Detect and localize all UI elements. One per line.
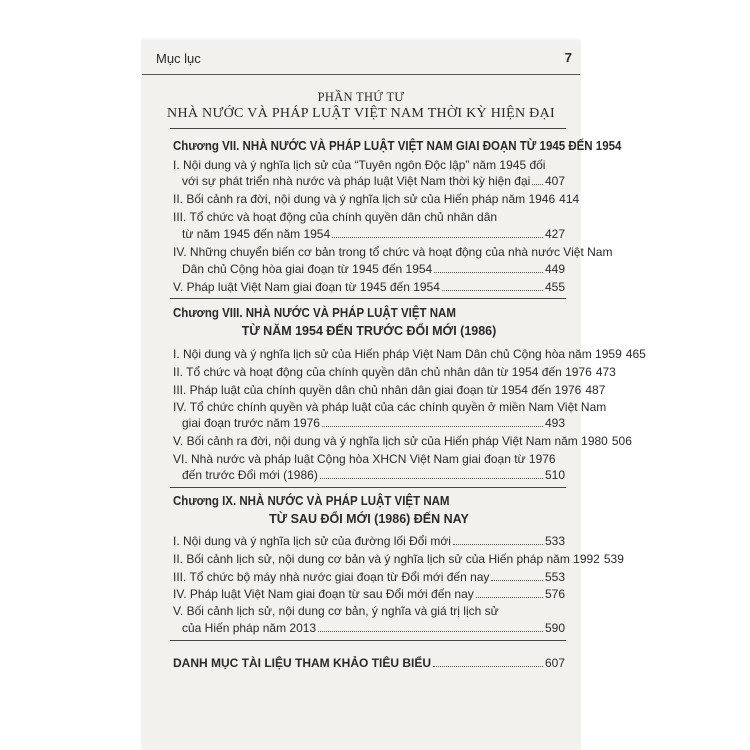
toc-page-number: 449: [544, 262, 565, 276]
leader-dots: [442, 289, 543, 291]
part-subtitle: NHÀ NƯỚC VÀ PHÁP LUẬT VIỆT NAM THỜI KỲ HIỆN ĐẠI: [167, 106, 555, 121]
toc-page-number: 553: [544, 570, 565, 584]
chapter-heading: Chương VIII. NHÀ NƯỚC VÀ PHÁP LUẬT VIỆT NAM: [173, 306, 456, 320]
chapter-heading-line2: TỪ NĂM 1954 ĐẾN TRƯỚC ĐỔI MỚI (1986): [241, 324, 497, 338]
toc-entry[interactable]: với sự phát triển nhà nước và pháp luật Việt Nam thời kỳ hiện đại 407: [182, 174, 565, 188]
toc-entry[interactable]: V. Pháp luật Việt Nam giai đoạn từ 1945 đến 1954 455: [173, 280, 565, 294]
toc-entry-line: IV. Những chuyển biến cơ bản trong tổ chức và hoạt động của nhà nước Việt Nam: [173, 245, 613, 259]
toc-entry[interactable]: của Hiến pháp năm 2013 590: [182, 621, 565, 635]
toc-page-number: 487: [585, 383, 606, 397]
toc-entry-line: IV. Tổ chức chính quyền và pháp luật của các chính quyền ở miền Nam Việt Nam: [173, 400, 607, 414]
leader-dots: [332, 236, 543, 238]
part-divider: [170, 128, 566, 129]
toc-entry-line: I. Nội dung và ý nghĩa lịch sử của “Tuyên ngôn Độc lập” năm 1945 đối: [173, 158, 546, 172]
toc-page-number: 455: [544, 280, 565, 294]
header-page-number: 7: [564, 50, 572, 65]
toc-entry-line: III. Tổ chức và hoạt động của chính quyền dân chủ nhân dân: [173, 210, 498, 224]
toc-entry-line: V. Bối cảnh lịch sử, nội dung cơ bản, ý nghĩa và giá trị lịch sử: [173, 604, 499, 618]
toc-entry[interactable]: V. Bối cảnh ra đời, nội dung và ý nghĩa lịch sử của Hiến pháp Việt Nam năm 1980 506: [173, 434, 632, 448]
part-title: PHẦN THỨ TƯ: [317, 90, 405, 104]
toc-entry-references[interactable]: [173, 654, 565, 670]
toc-page-number: 533: [544, 534, 565, 548]
leader-dots: [320, 477, 543, 479]
header-section-title: Mục lục: [156, 51, 201, 66]
toc-entry[interactable]: IV. Pháp luật Việt Nam giai đoạn từ sau Đổi mới đến nay 576: [173, 587, 565, 601]
toc-entry[interactable]: giai đoạn trước năm 1976 493: [182, 416, 565, 430]
toc-entry[interactable]: III. Pháp luật của chính quyền dân chủ nhân dân giai đoạn từ 1954 đến 1976 487: [173, 383, 606, 397]
leader-dots: [322, 425, 543, 427]
toc-entry[interactable]: đến trước Đổi mới (1986) 510: [182, 468, 565, 482]
toc-entry[interactable]: I. Nội dung và ý nghĩa lịch sử của Hiến pháp Việt Nam Dân chủ Cộng hòa năm 1959 465: [173, 347, 646, 361]
toc-page-number: 465: [625, 347, 646, 361]
toc-page-number: 407: [544, 174, 565, 188]
toc-entry[interactable]: II. Bối cảnh lịch sử, nội dung cơ bản và ý nghĩa lịch sử của Hiến pháp năm 1992 539: [173, 552, 624, 566]
page-header: [142, 40, 580, 75]
chapter-divider: [170, 487, 566, 488]
chapter-heading: Chương VII. NHÀ NƯỚC VÀ PHÁP LUẬT VIỆT NAM GIAI ĐOẠN TỪ 1945 ĐẾN 1954: [173, 139, 622, 153]
toc-page-number: 427: [544, 227, 565, 241]
toc-page-number: 590: [544, 621, 565, 635]
toc-page-number: 510: [544, 468, 565, 482]
leader-dots: [433, 665, 543, 667]
references-label: DANH MỤC TÀI LIỆU THAM KHẢO TIÊU BIỂU: [173, 656, 431, 670]
toc-entry[interactable]: I. Nội dung và ý nghĩa lịch sử của đường lối Đổi mới 533: [173, 534, 565, 548]
toc-page-number: 576: [544, 587, 565, 601]
toc-page-number: 506: [611, 434, 632, 448]
toc-page-number: 414: [559, 192, 580, 206]
leader-dots: [532, 183, 543, 185]
leader-dots: [476, 596, 543, 598]
toc-entry[interactable]: Dân chủ Cộng hòa giai đoạn từ 1945 đến 1954 449: [182, 262, 565, 276]
chapter-heading: Chương IX. NHÀ NƯỚC VÀ PHÁP LUẬT VIỆT NAM: [173, 494, 450, 508]
leader-dots: [434, 271, 543, 273]
chapter-heading-line2: TỪ SAU ĐỔI MỚI (1986) ĐẾN NAY: [269, 512, 469, 526]
toc-page-number: 473: [595, 365, 616, 379]
book-page: [142, 40, 646, 750]
toc-page-number: 539: [603, 552, 624, 566]
toc-entry[interactable]: III. Tổ chức bộ máy nhà nước giai đoạn từ Đổi mới đến nay 553: [173, 570, 565, 584]
toc-entry[interactable]: II. Tổ chức và hoạt động của chính quyền dân chủ nhân dân từ 1954 đến 1976 473: [173, 365, 616, 379]
leader-dots: [491, 579, 543, 581]
leader-dots: [318, 630, 543, 632]
chapter-divider: [170, 298, 566, 299]
toc-page-number: 493: [544, 416, 565, 430]
toc-entry-line: VI. Nhà nước và pháp luật Cộng hòa XHCN Việt Nam giai đoạn từ 1976: [173, 452, 556, 466]
chapter-divider: [170, 640, 566, 641]
leader-dots: [453, 543, 543, 545]
toc-page-number: 607: [544, 656, 565, 670]
toc-entry[interactable]: II. Bối cảnh ra đời, nội dung và ý nghĩa lịch sử của Hiến pháp năm 1946 414: [173, 192, 580, 206]
toc-entry[interactable]: từ năm 1945 đến năm 1954 427: [182, 227, 565, 241]
